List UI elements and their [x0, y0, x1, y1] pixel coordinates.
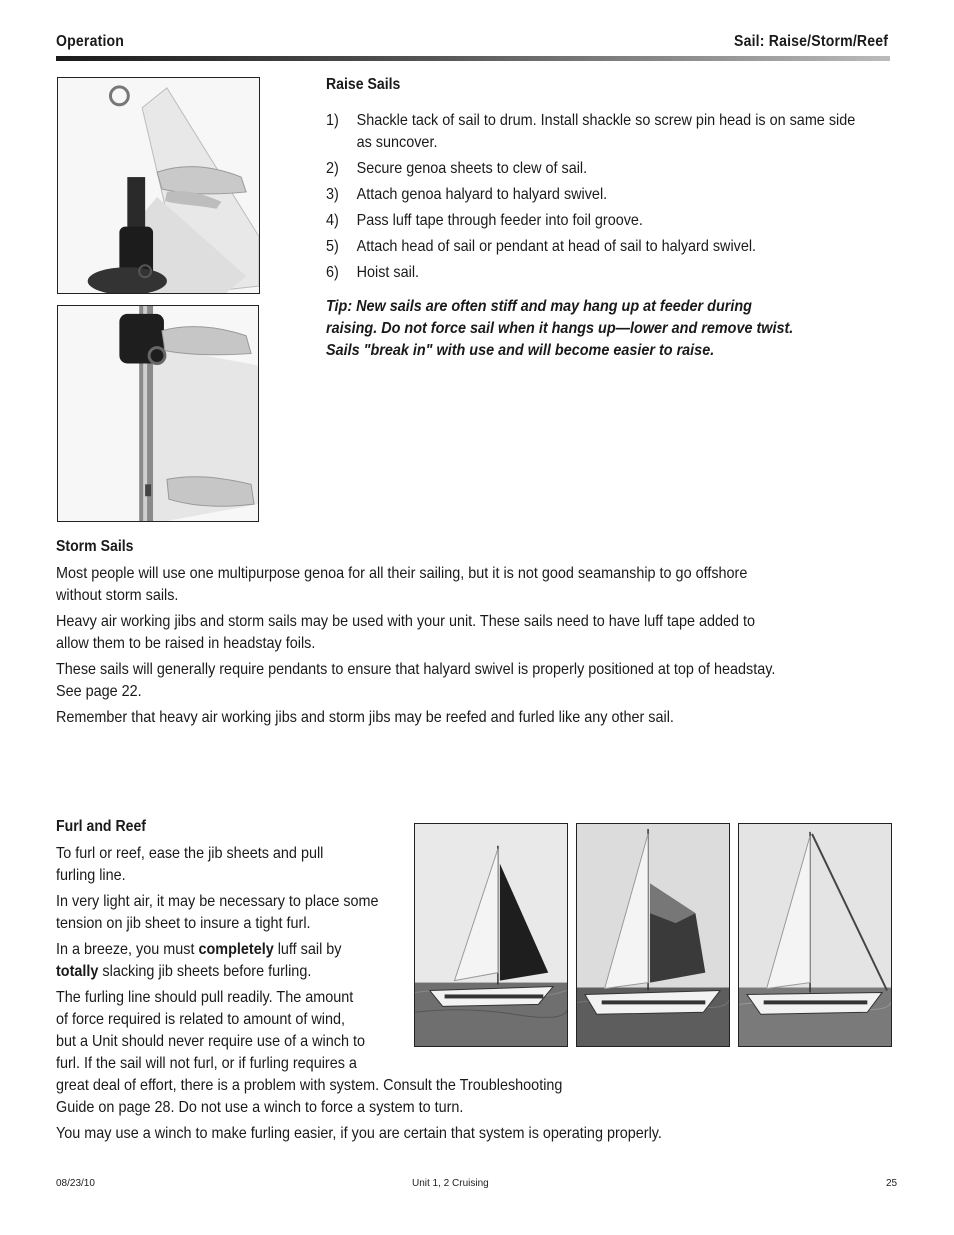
list-item: 4) Pass luff tape through feeder into foil groove. [326, 212, 643, 229]
photo-shackle-tack [57, 77, 260, 294]
furl-paragraph: To furl or reef, ease the jib sheets and pull furling line. [56, 845, 324, 884]
footer-title: Unit 1, 2 Cruising [412, 1178, 489, 1189]
list-item: 3) Attach genoa halyard to halyard swivel. [326, 186, 608, 203]
section-label: Operation [56, 33, 125, 50]
photo-boat-jib-furled [738, 823, 892, 1047]
list-item: 1) Shackle tack of sail to drum. Install shackle so screw pin head is on same side as suncover. [326, 112, 856, 151]
furl-reef-body [56, 843, 416, 1075]
header-rule [56, 56, 890, 61]
photo-boat-full-sail [414, 823, 568, 1047]
raise-sails-steps [326, 110, 896, 288]
storm-paragraph: Heavy air working jibs and storm sails may be used with your unit. These sails need to have luff tape added to allow them to be raised in headstay foils. [56, 613, 756, 652]
storm-paragraph: These sails will generally require pendants to ensure that halyard swivel is properly positioned at top of headstay. See page 22. [56, 661, 776, 700]
page-number: 25 [886, 1178, 898, 1189]
raise-sails-heading: Raise Sails [326, 76, 401, 93]
steps-list [326, 110, 897, 284]
list-item: 5) Attach head of sail or pendant at head of sail to halyard swivel. [326, 238, 757, 255]
furl-paragraph: You may use a winch to make furling easier, if you are certain that system is operating properly. [56, 1125, 662, 1142]
furl-paragraph: In very light air, it may be necessary to place some tension on jib sheet to insure a tight furl. [56, 893, 379, 932]
list-item: 2) Secure genoa sheets to clew of sail. [326, 160, 588, 177]
storm-sails-heading: Storm Sails [56, 538, 134, 555]
storm-paragraph: Remember that heavy air working jibs and storm jibs may be reefed and furled like any other sail. [56, 709, 674, 726]
page-topic: Sail: Raise/Storm/Reef [733, 33, 888, 50]
storm-sails-body [56, 563, 900, 733]
storm-paragraph: Most people will use one multipurpose genoa for all their sailing, but it is not good seamanship to go offshore without storm sails. [56, 565, 748, 604]
furl-paragraph: In a breeze, you must completely luff sail by totally slacking jib sheets before furling. [56, 941, 342, 980]
footer-date: 08/23/10 [56, 1178, 95, 1189]
furl-reef-continued: great deal of effort, there is a problem with system. Consult the Troubleshooting Guide on page 28. Do not use a winch to force a system to turn. You may use a winch to make furling easier, if you are certain that system is operating properly. [56, 1075, 896, 1145]
photo-boat-partly-furled [576, 823, 730, 1047]
furl-paragraph: The furling line should pull readily. The amount of force required is related to amount of wind, but a Unit should never require use of a winch to furl. If the sail will not furl, or if furling requires a [56, 989, 365, 1072]
list-item: 6) Hoist sail. [326, 264, 420, 281]
photo-feeder [57, 305, 259, 522]
furl-reef-heading: Furl and Reef [56, 818, 146, 835]
tip-note: Tip: New sails are often stiff and may hang up at feeder during raising. Do not force sail when it hangs up—lower and remove twist. Sails "break in" with use and will become easier to raise. [326, 298, 794, 359]
